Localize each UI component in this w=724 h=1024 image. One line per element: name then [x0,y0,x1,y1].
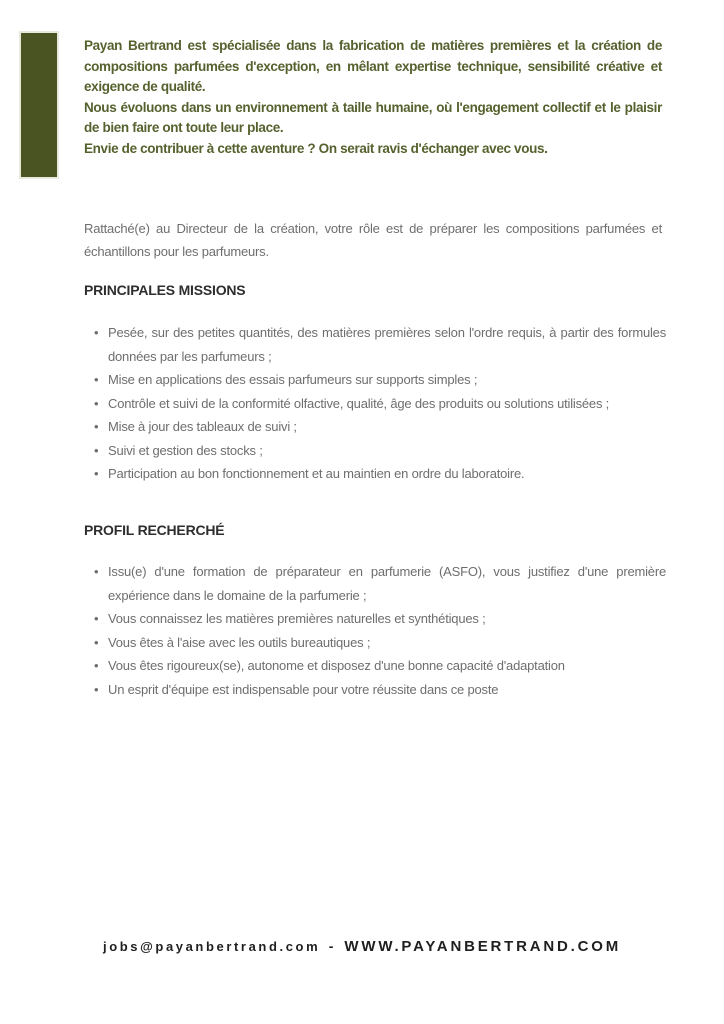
list-item [84,321,666,368]
section-heading-profil-recherche: PROFIL RECHERCHÉ [84,522,225,538]
list-item-text: Un esprit d'équipe est indispensable pour votre réussite dans ce poste [108,681,499,697]
website-link[interactable]: WWW.PAYANBERTRAND.COM [344,938,621,955]
list-item-text: Suivi et gestion des stocks ; [108,442,263,458]
list-item [84,631,666,655]
list-item [84,368,666,392]
missions-list [84,321,666,486]
list-item-text: Contrôle et suivi de la conformité olfactive, qualité, âge des produits ou solutions utilisées ; [108,395,610,411]
list-item-text: Mise en applications des essais parfumeurs sur supports simples ; [108,372,478,387]
company-intro [84,36,662,159]
list-item [84,392,666,416]
list-item-text: Issu(e) d'une formation de préparateur en parfumerie (ASFO), vous justifiez d'une première expérience dans le domaine de la parfumerie ; [108,564,666,603]
list-item [84,462,666,486]
list-item-text: Vous connaissez les matières premières naturelles et synthétiques ; [108,611,486,626]
role-description: Rattaché(e) au Directeur de la création, votre rôle est de préparer les compositions parfumées et échantillons pour les parfumeurs. [84,221,662,259]
footer-separator: - [328,938,336,954]
list-item [84,415,666,439]
list-item-text: Pesée, sur des petites quantités, des matières premières selon l'ordre requis, à partir des formules données par les parfumeurs ; [108,325,666,364]
list-item [84,678,666,702]
list-item [84,654,666,678]
list-item [84,607,666,631]
list-item-text: Vous êtes rigoureux(se), autonome et disposez d'une bonne capacité d'adaptation [108,658,565,673]
accent-bar [21,33,57,177]
profil-list [84,560,666,701]
list-item-text: Vous êtes à l'aise avec les outils bureautiques ; [108,634,371,650]
list-item-text: Mise à jour des tableaux de suivi ; [108,419,297,434]
intro-paragraph: Nous évoluons dans un environnement à taille humaine, où l'engagement collectif et le plaisir de bien faire ont toute leur place. [84,99,662,135]
email-link[interactable]: jobs@payanbertrand.com [103,939,321,954]
contact-footer [0,938,724,956]
list-item-text: Participation au bon fonctionnement et au maintien en ordre du laboratoire. [108,466,525,481]
intro-paragraph: Payan Bertrand est spécialisée dans la fabrication de matières premières et la création de compositions parfumées d'exception, en mêlant expertise technique, sensibilité créative et exigence de qualité. [84,38,662,94]
list-item [84,439,666,463]
section-heading-principales-missions: PRINCIPALES MISSIONS [84,282,246,298]
intro-paragraph: Envie de contribuer à cette aventure ? On serait ravis d'échanger avec vous. [84,140,548,156]
list-item [84,560,666,607]
